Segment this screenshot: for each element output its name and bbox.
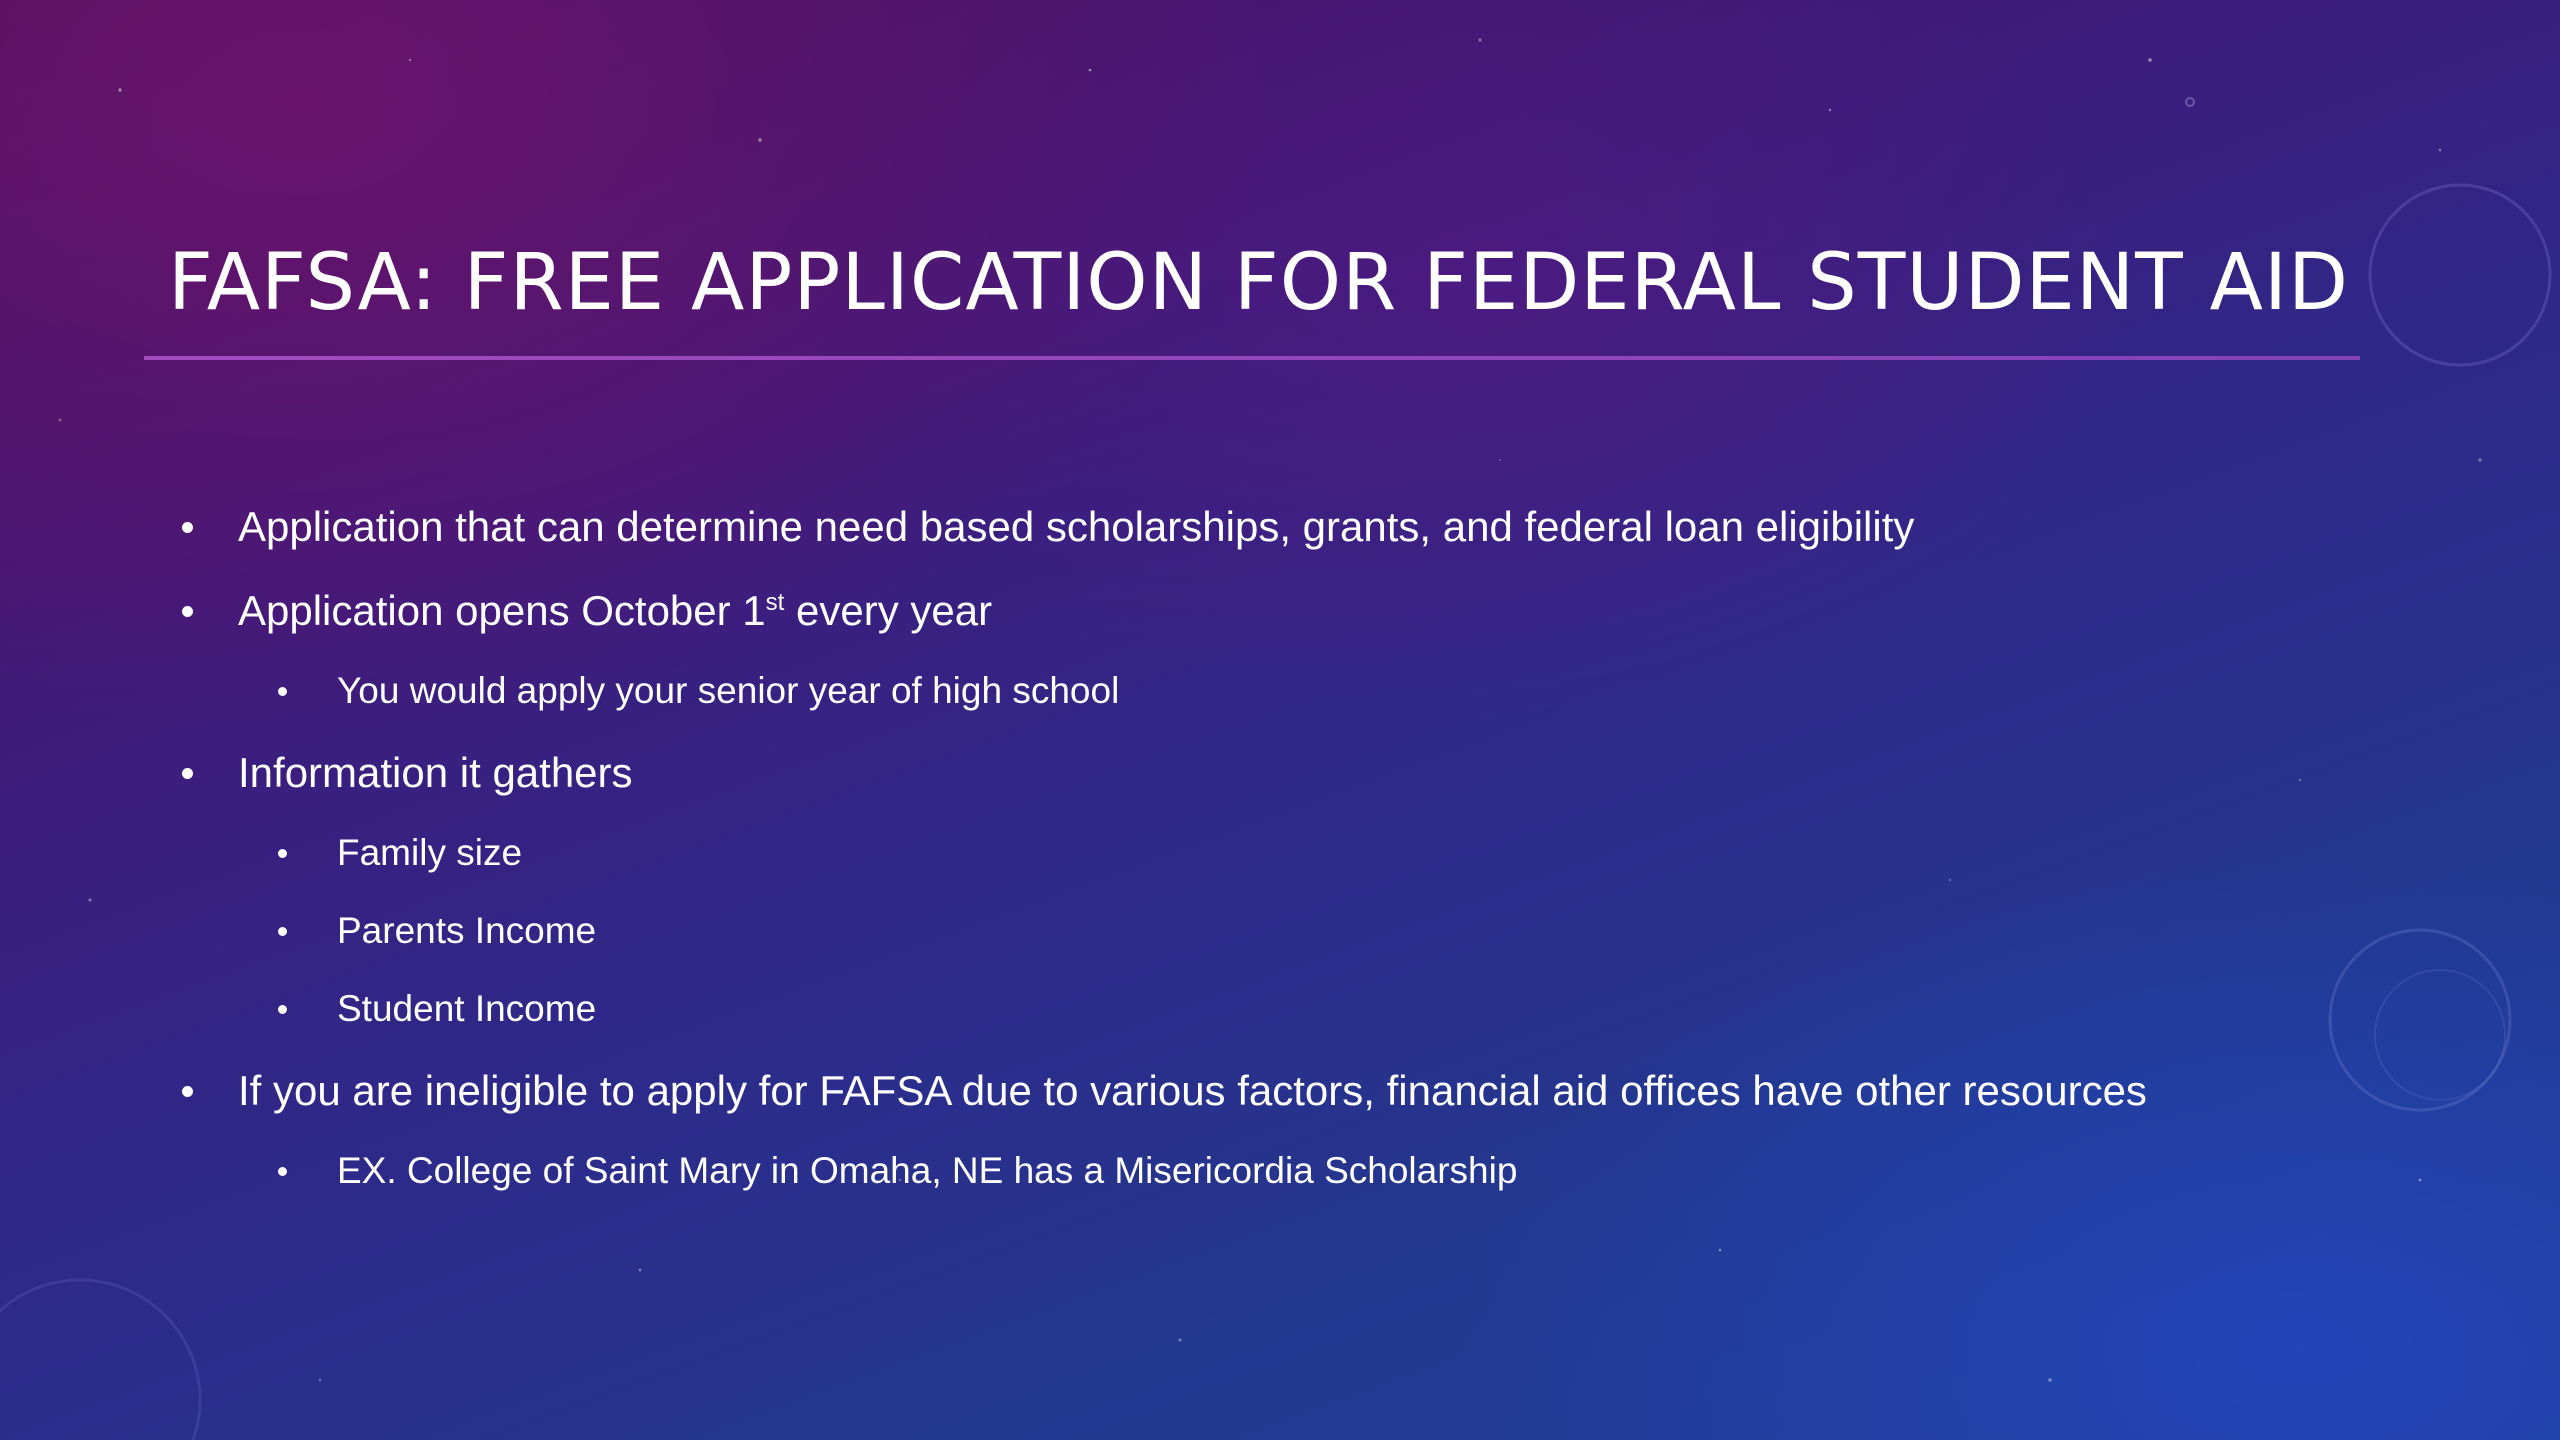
bullet-text: Information it gathers xyxy=(238,749,633,796)
slide-title: FAFSA: FREE APPLICATION FOR FEDERAL STUDENT AID xyxy=(168,238,2350,328)
bullet-text: Family size xyxy=(337,832,523,873)
bullet-icon xyxy=(182,606,193,617)
bullet-text: Student Income xyxy=(337,988,597,1029)
list-item xyxy=(278,826,522,880)
list-item xyxy=(278,904,596,958)
bullet-icon xyxy=(278,1005,287,1014)
bullet-icon xyxy=(278,849,287,858)
bullet-text: EX. College of Saint Mary in Omaha, NE has a Misericordia Scholarship xyxy=(337,1150,1518,1191)
bullet-icon xyxy=(278,927,287,936)
bullet-icon xyxy=(182,1086,193,1097)
bullet-text: Application opens October 1st every year xyxy=(238,587,993,634)
list-item xyxy=(182,1061,2147,1121)
bullet-icon xyxy=(182,768,193,779)
bullet-icon xyxy=(278,687,287,696)
bullet-icon xyxy=(182,522,193,533)
bullet-text: You would apply your senior year of high school xyxy=(337,670,1120,711)
bullet-text: Parents Income xyxy=(337,910,597,951)
list-item xyxy=(278,982,596,1036)
ordinal-suffix: st xyxy=(765,589,785,616)
bullet-icon xyxy=(278,1167,287,1176)
list-item xyxy=(278,1144,1517,1198)
list-item xyxy=(182,743,633,803)
list-item xyxy=(182,581,992,641)
bullet-text: Application that can determine need based scholarships, grants, and federal loan eligibility xyxy=(238,503,1915,550)
list-item xyxy=(278,664,1119,718)
bullet-text: If you are ineligible to apply for FAFSA due to various factors, financial aid offices have other resources xyxy=(238,1067,2147,1114)
list-item xyxy=(182,497,1914,557)
